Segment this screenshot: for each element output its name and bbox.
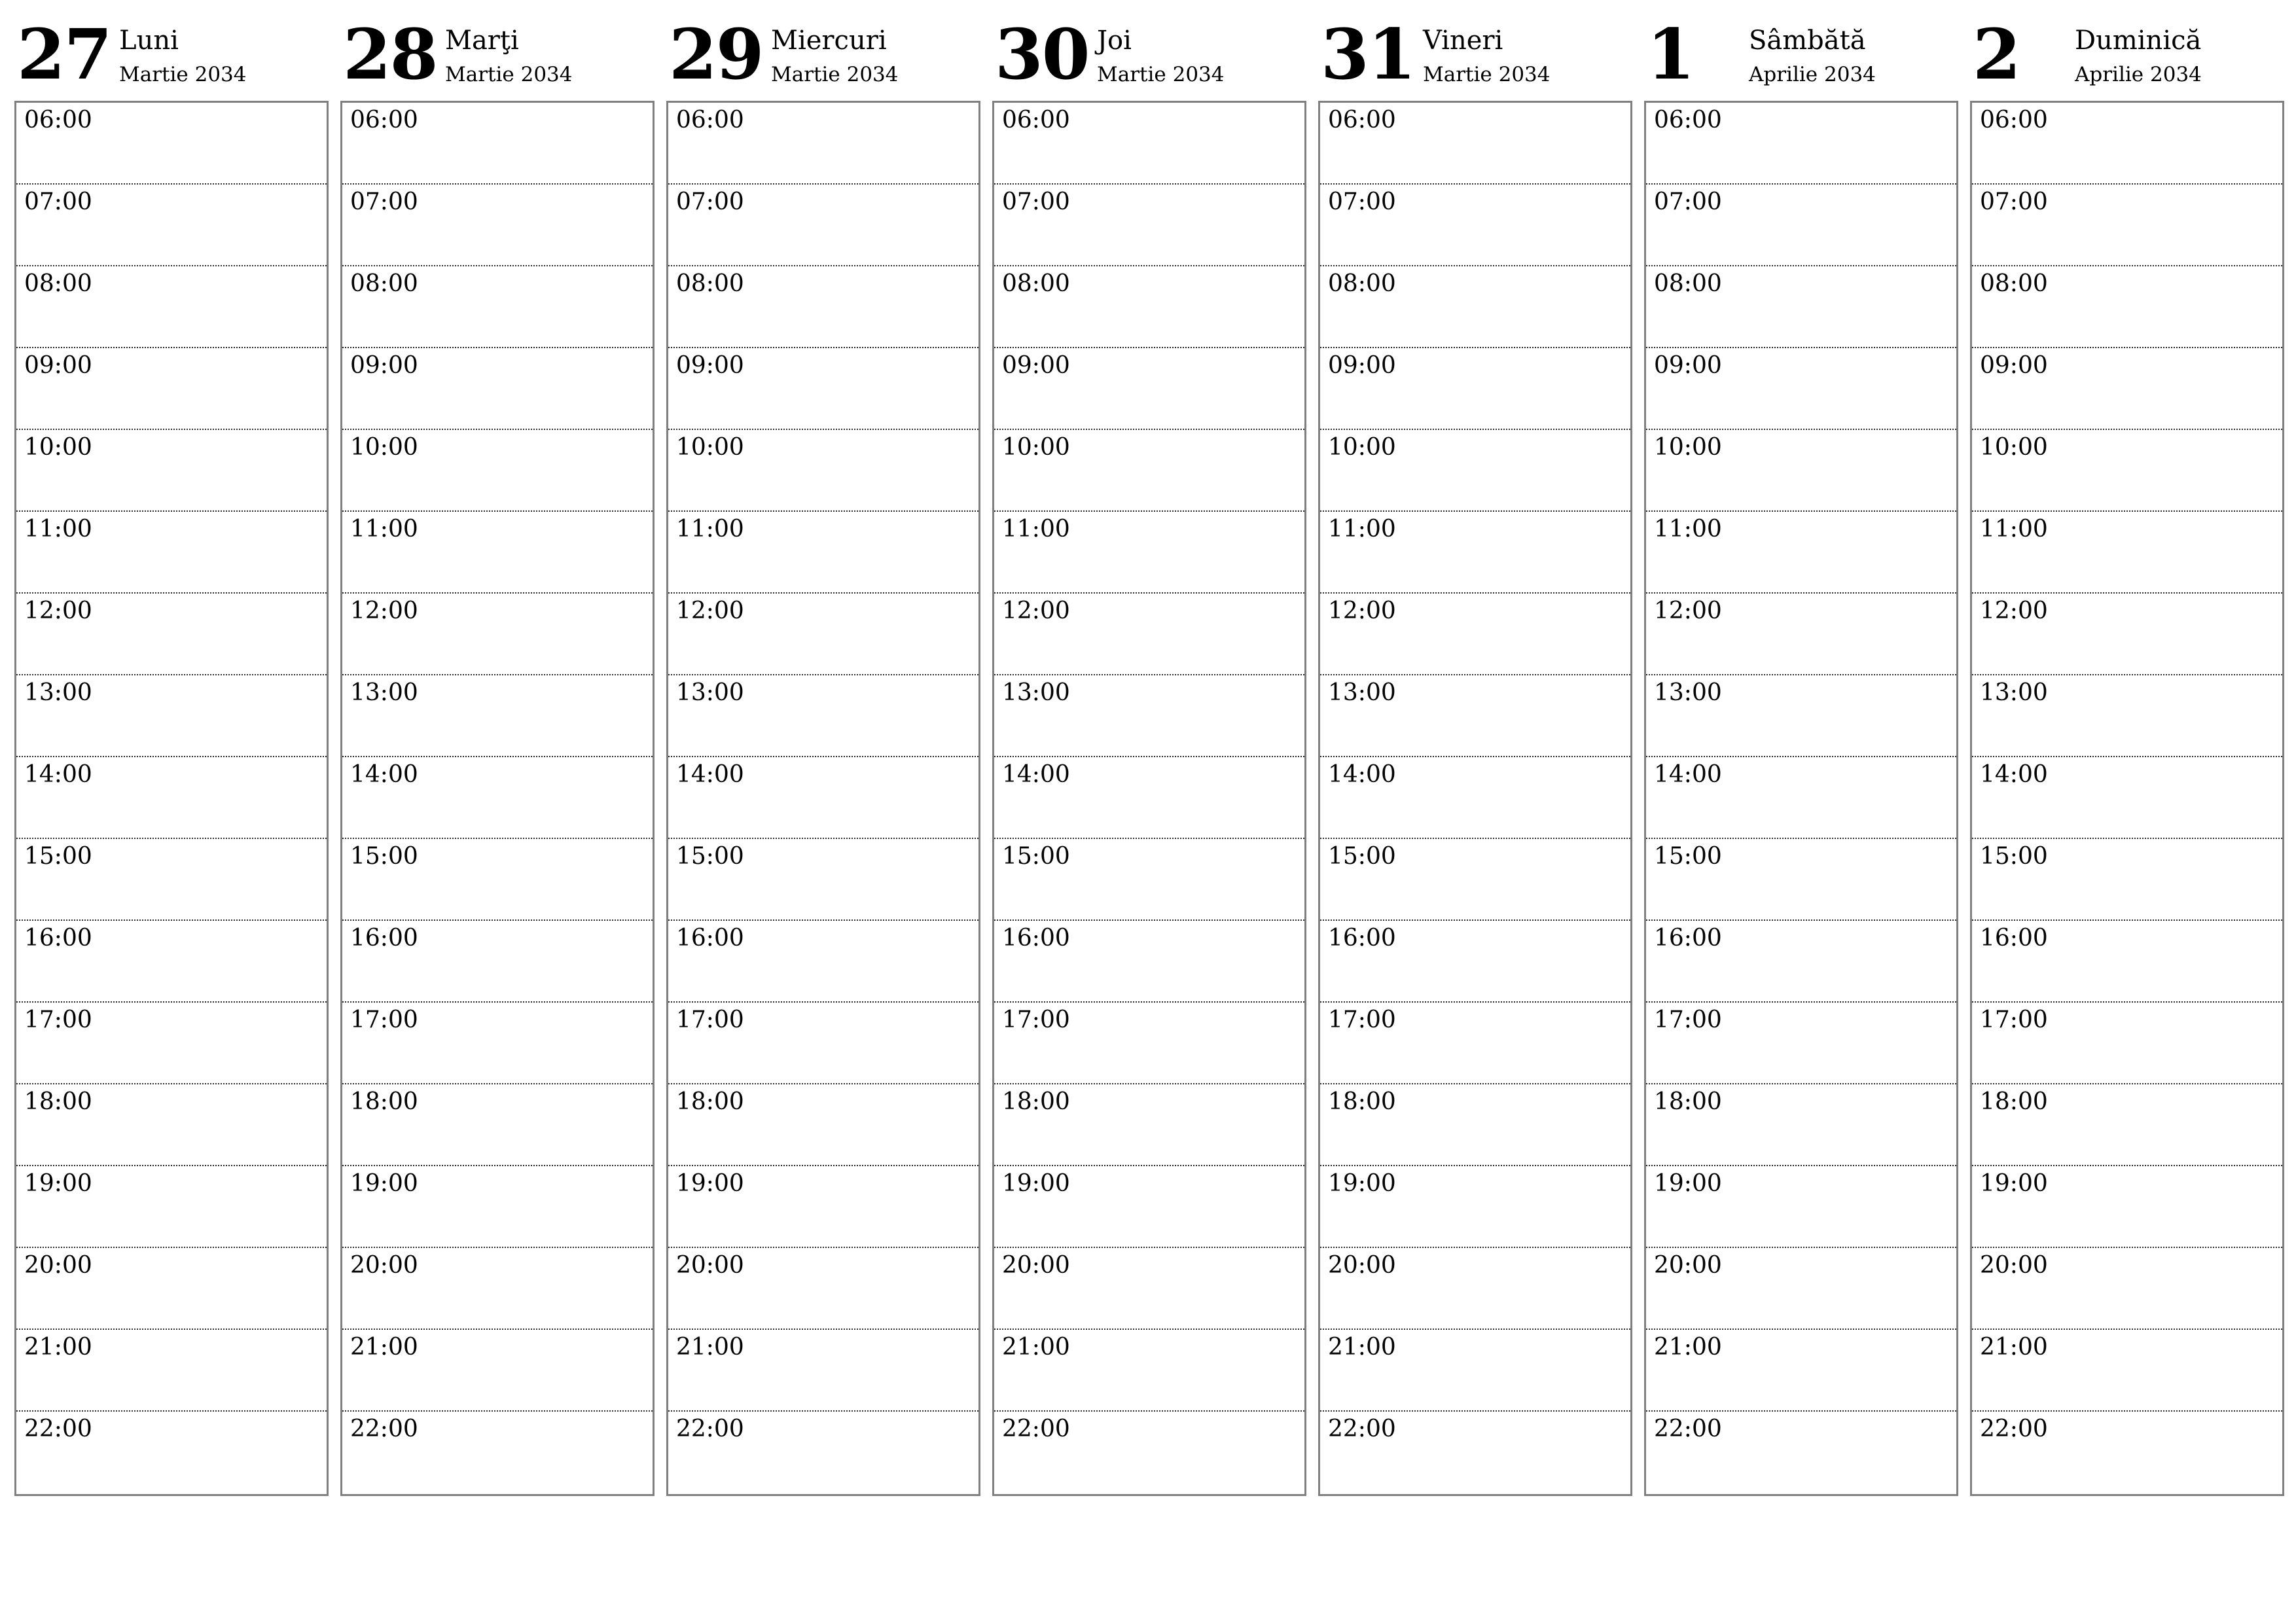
hour-label: 09:00 — [1328, 352, 1396, 379]
hour-slot[interactable] — [1320, 1412, 1630, 1494]
hour-slot[interactable] — [1646, 675, 1956, 757]
hour-label: 18:00 — [1328, 1088, 1396, 1115]
hour-slot[interactable] — [668, 185, 978, 266]
hour-slot[interactable] — [668, 675, 978, 757]
hour-slot[interactable] — [16, 1412, 327, 1494]
day-column — [992, 0, 1305, 1442]
hour-label: 13:00 — [1328, 679, 1396, 706]
hour-slot[interactable] — [1320, 266, 1630, 348]
hour-slot[interactable] — [668, 512, 978, 594]
day-schedule-box — [992, 101, 1306, 1496]
hour-label: 16:00 — [350, 925, 418, 952]
hour-slot[interactable] — [994, 185, 1304, 266]
hour-label: 13:00 — [1980, 679, 2048, 706]
hour-slot[interactable] — [668, 266, 978, 348]
hour-slot[interactable] — [1320, 839, 1630, 921]
hour-slot[interactable] — [16, 185, 327, 266]
hour-slot[interactable] — [1972, 430, 2282, 512]
hour-label: 09:00 — [1654, 352, 1722, 379]
hour-label: 12:00 — [1654, 597, 1722, 624]
hour-label: 20:00 — [1002, 1252, 1070, 1279]
hour-label: 10:00 — [1654, 434, 1722, 461]
hour-label: 09:00 — [1980, 352, 2048, 379]
hour-label: 15:00 — [1654, 843, 1722, 870]
hour-label: 18:00 — [24, 1088, 92, 1115]
hour-label: 08:00 — [1328, 270, 1396, 297]
day-schedule-box — [1644, 101, 1958, 1496]
hour-label: 14:00 — [350, 761, 418, 788]
hour-label: 06:00 — [1328, 107, 1396, 134]
hour-slot[interactable] — [16, 594, 327, 675]
hour-slot[interactable] — [1320, 1248, 1630, 1330]
hour-label: 09:00 — [24, 352, 92, 379]
hour-label: 13:00 — [24, 679, 92, 706]
hour-label: 11:00 — [1002, 516, 1070, 543]
day-header — [992, 0, 1305, 101]
hour-slot[interactable] — [342, 266, 653, 348]
hour-slot[interactable] — [342, 1084, 653, 1166]
hour-slot[interactable] — [668, 103, 978, 185]
hour-label: 07:00 — [676, 188, 744, 215]
hour-label: 15:00 — [1002, 843, 1070, 870]
day-number: 31 — [1321, 13, 1415, 95]
hour-slot[interactable] — [994, 430, 1304, 512]
hour-slot[interactable] — [342, 839, 653, 921]
hour-label: 21:00 — [1980, 1334, 2048, 1361]
hour-slot[interactable] — [1320, 348, 1630, 430]
hour-label: 07:00 — [1980, 188, 2048, 215]
hour-slot[interactable] — [994, 103, 1304, 185]
hour-slot[interactable] — [342, 512, 653, 594]
hour-label: 12:00 — [350, 597, 418, 624]
hour-slot[interactable] — [1646, 921, 1956, 1003]
hour-slot[interactable] — [994, 757, 1304, 839]
hour-slot[interactable] — [16, 675, 327, 757]
hour-slot[interactable] — [994, 1003, 1304, 1084]
hour-slot[interactable] — [16, 266, 327, 348]
hour-label: 10:00 — [1980, 434, 2048, 461]
hour-label: 12:00 — [1328, 597, 1396, 624]
hour-label: 13:00 — [676, 679, 744, 706]
hour-slot[interactable] — [668, 1166, 978, 1248]
hour-label: 20:00 — [350, 1252, 418, 1279]
hour-slot[interactable] — [342, 594, 653, 675]
day-column — [340, 0, 653, 1442]
day-month-year: Martie 2034 — [1423, 63, 1551, 86]
hour-slot[interactable] — [16, 839, 327, 921]
hour-slot[interactable] — [668, 348, 978, 430]
hour-slot[interactable] — [994, 266, 1304, 348]
hour-label: 18:00 — [1980, 1088, 2048, 1115]
hour-label: 21:00 — [676, 1334, 744, 1361]
hour-label: 11:00 — [1654, 516, 1722, 543]
day-header — [14, 0, 327, 101]
hour-label: 07:00 — [350, 188, 418, 215]
day-month-year: Martie 2034 — [445, 63, 573, 86]
hour-label: 14:00 — [1654, 761, 1722, 788]
hour-label: 22:00 — [350, 1416, 418, 1442]
hour-label: 19:00 — [1328, 1170, 1396, 1197]
hour-label: 12:00 — [1980, 597, 2048, 624]
hour-slot[interactable] — [16, 348, 327, 430]
hour-label: 22:00 — [1002, 1416, 1070, 1442]
hour-slot[interactable] — [1320, 1003, 1630, 1084]
hour-label: 08:00 — [1002, 270, 1070, 297]
hour-label: 19:00 — [1002, 1170, 1070, 1197]
hour-label: 18:00 — [676, 1088, 744, 1115]
hour-label: 15:00 — [1980, 843, 2048, 870]
hour-slot[interactable] — [1320, 594, 1630, 675]
hour-slot[interactable] — [16, 1084, 327, 1166]
day-schedule-box — [14, 101, 329, 1496]
hour-label: 17:00 — [24, 1007, 92, 1033]
hour-slot[interactable] — [342, 1412, 653, 1494]
hour-label: 21:00 — [1328, 1334, 1396, 1361]
hour-label: 13:00 — [1002, 679, 1070, 706]
hour-slot[interactable] — [1320, 921, 1630, 1003]
hour-slot[interactable] — [342, 1166, 653, 1248]
hour-slot[interactable] — [994, 1248, 1304, 1330]
hour-label: 06:00 — [1002, 107, 1070, 134]
hour-slot[interactable] — [1972, 1330, 2282, 1412]
hour-label: 17:00 — [1980, 1007, 2048, 1033]
hour-label: 16:00 — [24, 925, 92, 952]
hour-label: 20:00 — [1328, 1252, 1396, 1279]
hour-label: 10:00 — [1328, 434, 1396, 461]
hour-slot[interactable] — [342, 103, 653, 185]
hour-label: 17:00 — [350, 1007, 418, 1033]
hour-label: 18:00 — [1654, 1088, 1722, 1115]
hour-slot[interactable] — [1646, 1248, 1956, 1330]
hour-label: 19:00 — [676, 1170, 744, 1197]
hour-slot[interactable] — [994, 1084, 1304, 1166]
hour-slot[interactable] — [1646, 103, 1956, 185]
day-name: Vineri — [1423, 26, 1503, 56]
hour-slot[interactable] — [1320, 675, 1630, 757]
hour-slot[interactable] — [1646, 430, 1956, 512]
day-name: Sâmbătă — [1749, 26, 1866, 56]
hour-slot[interactable] — [342, 185, 653, 266]
hour-label: 15:00 — [350, 843, 418, 870]
hour-slot[interactable] — [1646, 1330, 1956, 1412]
hour-label: 06:00 — [350, 107, 418, 134]
hour-slot[interactable] — [1972, 1412, 2282, 1494]
day-number: 28 — [343, 13, 437, 95]
day-schedule-box — [1318, 101, 1632, 1496]
hour-slot[interactable] — [16, 1248, 327, 1330]
hour-slot[interactable] — [1972, 594, 2282, 675]
hour-slot[interactable] — [16, 1330, 327, 1412]
hour-label: 20:00 — [1654, 1252, 1722, 1279]
hour-slot[interactable] — [994, 921, 1304, 1003]
hour-slot[interactable] — [1972, 839, 2282, 921]
day-number: 29 — [669, 13, 763, 95]
hour-slot[interactable] — [16, 430, 327, 512]
hour-slot[interactable] — [16, 1166, 327, 1248]
day-name: Marţi — [445, 26, 519, 56]
hour-slot[interactable] — [16, 757, 327, 839]
hour-slot[interactable] — [1972, 757, 2282, 839]
hour-label: 15:00 — [1328, 843, 1396, 870]
hour-label: 15:00 — [676, 843, 744, 870]
hour-label: 06:00 — [1980, 107, 2048, 134]
hour-label: 06:00 — [1654, 107, 1722, 134]
hour-label: 17:00 — [1328, 1007, 1396, 1033]
hour-slot[interactable] — [668, 1003, 978, 1084]
hour-slot[interactable] — [1646, 1084, 1956, 1166]
hour-label: 14:00 — [676, 761, 744, 788]
hour-slot[interactable] — [1972, 1003, 2282, 1084]
hour-label: 07:00 — [24, 188, 92, 215]
day-month-year: Martie 2034 — [119, 63, 247, 86]
hour-slot[interactable] — [668, 1412, 978, 1494]
hour-label: 10:00 — [676, 434, 744, 461]
day-month-year: Aprilie 2034 — [1749, 63, 1876, 86]
hour-slot[interactable] — [1972, 1084, 2282, 1166]
hour-label: 14:00 — [1980, 761, 2048, 788]
hour-label: 08:00 — [676, 270, 744, 297]
hour-slot[interactable] — [16, 512, 327, 594]
hour-slot[interactable] — [342, 1248, 653, 1330]
hour-label: 14:00 — [1328, 761, 1396, 788]
hour-label: 11:00 — [676, 516, 744, 543]
hour-label: 17:00 — [676, 1007, 744, 1033]
day-header — [666, 0, 979, 101]
hour-slot[interactable] — [1646, 839, 1956, 921]
hour-slot[interactable] — [1972, 1248, 2282, 1330]
hour-label: 13:00 — [350, 679, 418, 706]
day-header — [340, 0, 653, 101]
hour-slot[interactable] — [1320, 1330, 1630, 1412]
hour-slot[interactable] — [1972, 675, 2282, 757]
hour-label: 14:00 — [1002, 761, 1070, 788]
hour-label: 22:00 — [1328, 1416, 1396, 1442]
hour-slot[interactable] — [994, 512, 1304, 594]
hour-slot[interactable] — [1646, 266, 1956, 348]
hour-label: 07:00 — [1002, 188, 1070, 215]
hour-label: 07:00 — [1328, 188, 1396, 215]
hour-label: 08:00 — [24, 270, 92, 297]
hour-slot[interactable] — [1320, 1166, 1630, 1248]
hour-slot[interactable] — [1646, 185, 1956, 266]
day-number: 27 — [17, 13, 111, 95]
hour-label: 20:00 — [24, 1252, 92, 1279]
hour-slot[interactable] — [994, 675, 1304, 757]
hour-label: 09:00 — [676, 352, 744, 379]
hour-slot[interactable] — [1320, 757, 1630, 839]
hour-slot[interactable] — [342, 675, 653, 757]
hour-label: 12:00 — [24, 597, 92, 624]
day-header — [1318, 0, 1631, 101]
hour-label: 20:00 — [676, 1252, 744, 1279]
hour-slot[interactable] — [668, 430, 978, 512]
day-schedule-box — [340, 101, 655, 1496]
hour-slot[interactable] — [668, 921, 978, 1003]
hour-slot[interactable] — [668, 757, 978, 839]
hour-label: 15:00 — [24, 843, 92, 870]
hour-slot[interactable] — [994, 348, 1304, 430]
hour-slot[interactable] — [1646, 1003, 1956, 1084]
hour-slot[interactable] — [16, 103, 327, 185]
hour-label: 19:00 — [350, 1170, 418, 1197]
hour-slot[interactable] — [342, 757, 653, 839]
hour-label: 08:00 — [350, 270, 418, 297]
hour-label: 10:00 — [350, 434, 418, 461]
hour-label: 19:00 — [1980, 1170, 2048, 1197]
hour-slot[interactable] — [668, 594, 978, 675]
hour-slot[interactable] — [1646, 1166, 1956, 1248]
day-column — [666, 0, 979, 1442]
hour-label: 21:00 — [350, 1334, 418, 1361]
hour-slot[interactable] — [1320, 512, 1630, 594]
day-column — [1644, 0, 1957, 1442]
hour-slot[interactable] — [1972, 185, 2282, 266]
hour-label: 20:00 — [1980, 1252, 2048, 1279]
hour-slot[interactable] — [1320, 430, 1630, 512]
hour-label: 16:00 — [1002, 925, 1070, 952]
hour-slot[interactable] — [1320, 103, 1630, 185]
hour-slot[interactable] — [1972, 266, 2282, 348]
hour-label: 22:00 — [1654, 1416, 1722, 1442]
day-number: 1 — [1647, 13, 1694, 95]
hour-label: 06:00 — [676, 107, 744, 134]
hour-slot[interactable] — [16, 1003, 327, 1084]
hour-slot[interactable] — [668, 1248, 978, 1330]
hour-label: 21:00 — [1002, 1334, 1070, 1361]
hour-label: 11:00 — [1328, 516, 1396, 543]
day-month-year: Martie 2034 — [1097, 63, 1225, 86]
hour-slot[interactable] — [1972, 1166, 2282, 1248]
hour-label: 18:00 — [1002, 1088, 1070, 1115]
hour-slot[interactable] — [668, 1330, 978, 1412]
hour-slot[interactable] — [16, 921, 327, 1003]
hour-slot[interactable] — [342, 1003, 653, 1084]
hour-label: 22:00 — [24, 1416, 92, 1442]
day-header — [1970, 0, 2283, 101]
hour-slot[interactable] — [1972, 103, 2282, 185]
hour-label: 16:00 — [1654, 925, 1722, 952]
day-schedule-box — [666, 101, 980, 1496]
hour-slot[interactable] — [1646, 1412, 1956, 1494]
hour-slot[interactable] — [994, 839, 1304, 921]
hour-label: 08:00 — [1654, 270, 1722, 297]
hour-slot[interactable] — [1646, 512, 1956, 594]
hour-slot[interactable] — [1972, 348, 2282, 430]
hour-slot[interactable] — [994, 1166, 1304, 1248]
hour-slot[interactable] — [342, 430, 653, 512]
hour-slot[interactable] — [1646, 757, 1956, 839]
hour-label: 21:00 — [24, 1334, 92, 1361]
hour-slot[interactable] — [1972, 921, 2282, 1003]
hour-slot[interactable] — [342, 921, 653, 1003]
hour-slot[interactable] — [1972, 512, 2282, 594]
day-month-year: Martie 2034 — [771, 63, 899, 86]
hour-slot[interactable] — [1646, 594, 1956, 675]
hour-label: 06:00 — [24, 107, 92, 134]
day-number: 30 — [995, 13, 1089, 95]
hour-label: 11:00 — [350, 516, 418, 543]
day-name: Duminică — [2075, 26, 2202, 56]
day-schedule-box — [1970, 101, 2284, 1496]
hour-label: 19:00 — [1654, 1170, 1722, 1197]
hour-label: 21:00 — [1654, 1334, 1722, 1361]
hour-label: 10:00 — [24, 434, 92, 461]
hour-label: 11:00 — [1980, 516, 2048, 543]
day-column — [1970, 0, 2283, 1442]
hour-label: 17:00 — [1002, 1007, 1070, 1033]
day-name: Luni — [119, 26, 179, 56]
hour-slot[interactable] — [994, 594, 1304, 675]
hour-label: 22:00 — [676, 1416, 744, 1442]
hour-label: 16:00 — [1980, 925, 2048, 952]
hour-label: 09:00 — [1002, 352, 1070, 379]
day-number: 2 — [1973, 13, 2020, 95]
hour-label: 17:00 — [1654, 1007, 1722, 1033]
day-header — [1644, 0, 1957, 101]
hour-slot[interactable] — [668, 1084, 978, 1166]
hour-label: 13:00 — [1654, 679, 1722, 706]
hour-label: 11:00 — [24, 516, 92, 543]
hour-label: 09:00 — [350, 352, 418, 379]
hour-label: 18:00 — [350, 1088, 418, 1115]
day-name: Miercuri — [771, 26, 887, 56]
hour-label: 12:00 — [1002, 597, 1070, 624]
day-column — [1318, 0, 1631, 1442]
day-column — [14, 0, 327, 1442]
hour-label: 07:00 — [1654, 188, 1722, 215]
hour-label: 08:00 — [1980, 270, 2048, 297]
hour-slot[interactable] — [994, 1330, 1304, 1412]
hour-slot[interactable] — [994, 1412, 1304, 1494]
hour-label: 16:00 — [676, 925, 744, 952]
hour-slot[interactable] — [1646, 348, 1956, 430]
hour-label: 22:00 — [1980, 1416, 2048, 1442]
hour-slot[interactable] — [342, 348, 653, 430]
hour-label: 10:00 — [1002, 434, 1070, 461]
hour-slot[interactable] — [342, 1330, 653, 1412]
hour-label: 12:00 — [676, 597, 744, 624]
hour-label: 14:00 — [24, 761, 92, 788]
hour-slot[interactable] — [1320, 185, 1630, 266]
day-name: Joi — [1097, 26, 1132, 56]
hour-label: 16:00 — [1328, 925, 1396, 952]
hour-label: 19:00 — [24, 1170, 92, 1197]
hour-slot[interactable] — [1320, 1084, 1630, 1166]
day-month-year: Aprilie 2034 — [2075, 63, 2202, 86]
hour-slot[interactable] — [668, 839, 978, 921]
